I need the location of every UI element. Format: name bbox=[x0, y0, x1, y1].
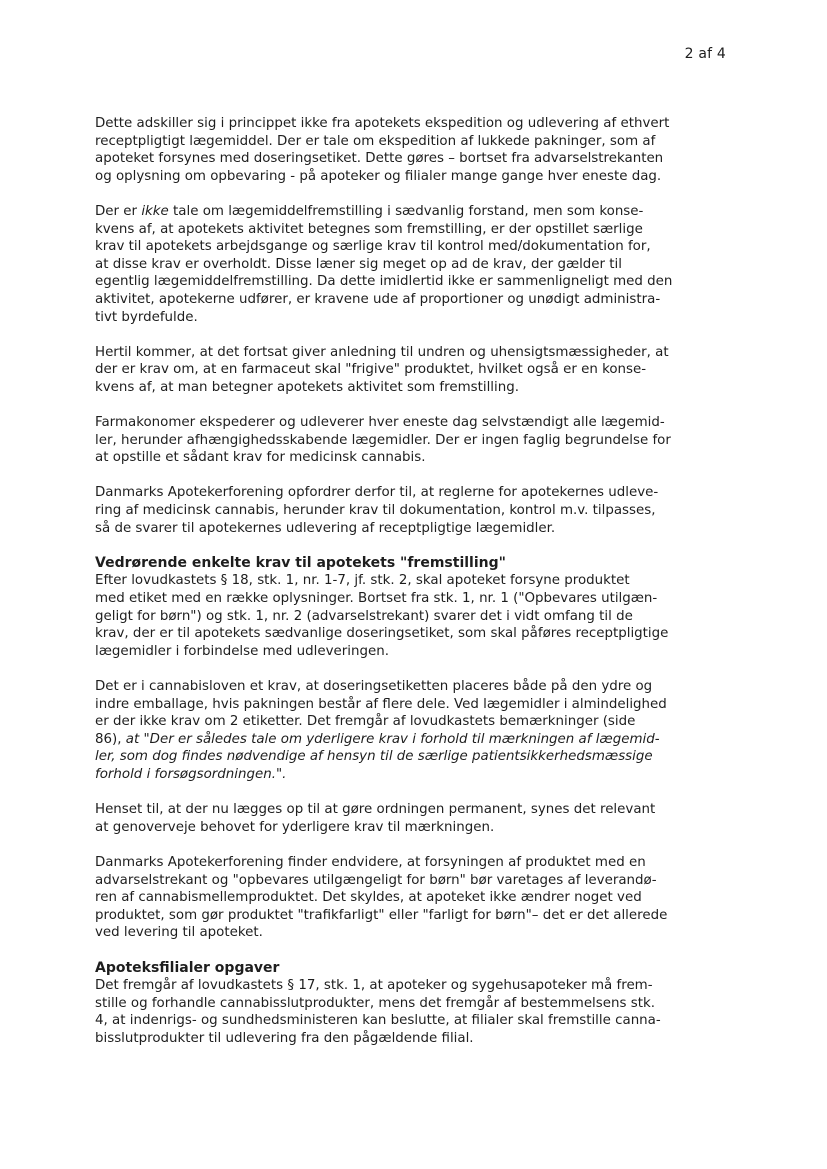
paragraph-9 bbox=[95, 854, 728, 942]
text-line: Det fremgår af lovudkastets § 17, stk. 1, at apoteker og sygehusapoteker må frem- bbox=[95, 978, 653, 994]
text-line: og oplysning om opbevaring - på apoteker og filialer mange gange hver eneste dag. bbox=[95, 168, 662, 184]
section-heading: Apoteksfilialer opgaver bbox=[95, 959, 280, 976]
text-line: advarselstrekant og "opbevares utilgængeligt for børn" bør varetages af leverandø- bbox=[95, 872, 657, 888]
paragraph-6 bbox=[95, 572, 728, 660]
paragraph-2 bbox=[95, 203, 728, 326]
text-line: at opstille et sådant krav for medicinsk cannabis. bbox=[95, 450, 426, 466]
text-line: med etiket med en række oplysninger. Bortset fra stk. 1, nr. 1 ("Opbevares utilgæn- bbox=[95, 591, 658, 607]
text-line: Henset til, at der nu lægges op til at gøre ordningen permanent, synes det relevant bbox=[95, 802, 656, 818]
text-line: Danmarks Apotekerforening finder endvidere, at forsyningen af produktet med en bbox=[95, 854, 646, 870]
text-line bbox=[95, 203, 728, 221]
text-segment: tale om lægemiddelfremstilling i sædvanlig forstand, men som konse- bbox=[168, 203, 644, 219]
text-line: Hertil kommer, at det fortsat giver anledning til undren og uhensigtsmæssigheder, at bbox=[95, 344, 669, 360]
text-line: Farmakonomer ekspederer og udleverer hver eneste dag selvstændigt alle lægemid- bbox=[95, 415, 665, 431]
paragraph-10 bbox=[95, 977, 728, 1047]
text-line: ring af medicinsk cannabis, herunder krav til dokumentation, kontrol m.v. tilpasses, bbox=[95, 503, 656, 519]
text-line: Danmarks Apotekerforening opfordrer derfor til, at reglerne for apotekernes udleve- bbox=[95, 485, 659, 501]
paragraph-5 bbox=[95, 484, 728, 537]
text-line: ren af cannabismellemproduktet. Det skyldes, at apoteket ikke ændrer noget ved bbox=[95, 890, 642, 906]
text-line: så de svarer til apotekernes udlevering af receptpligtige lægemidler. bbox=[95, 520, 556, 536]
text-line: krav, der er til apotekets sædvanlige doseringsetiket, som skal påføres receptpligtige bbox=[95, 626, 669, 642]
text-line: receptpligtigt lægemiddel. Der er tale om ekspedition af lukkede pakninger, som af bbox=[95, 133, 656, 149]
text-line: produktet, som gør produktet "trafikfarligt" eller "farligt for børn"– det er det allerede bbox=[95, 907, 668, 923]
paragraph-1 bbox=[95, 115, 728, 185]
text-line: kvens af, at apotekets aktivitet betegnes som fremstilling, er der opstillet særlige bbox=[95, 221, 643, 237]
quotation: at "Der er således tale om yderligere krav i forhold til mærkningen af lægemid- bbox=[125, 731, 660, 747]
paragraph-3 bbox=[95, 344, 728, 397]
text-line: Det er i cannabisloven et krav, at doseringsetiketten placeres både på den ydre og bbox=[95, 679, 653, 694]
text-line: 4, at indenrigs- og sundhedsministeren kan beslutte, at filialer skal fremstille canna- bbox=[95, 1013, 661, 1029]
section-heading: Vedrørende enkelte krav til apotekets "fremstilling" bbox=[95, 554, 506, 571]
text-line: geligt for børn") og stk. 1, nr. 2 (advarselstrekant) svarer det i vidt omfang til de bbox=[95, 608, 633, 624]
text-line: tivt byrdefulde. bbox=[95, 309, 198, 325]
text-line: at disse krav er overholdt. Disse læner sig meget op ad de krav, der gælder til bbox=[95, 256, 623, 272]
text-line: apoteket forsynes med doseringsetiket. Dette gøres – bortset fra advarselstrekanten bbox=[95, 151, 664, 167]
paragraph-8 bbox=[95, 801, 728, 836]
emphasis: ikke bbox=[141, 203, 169, 219]
text-line: bisslutprodukter til udlevering fra den pågældende filial. bbox=[95, 1030, 474, 1046]
quotation-line: ler, som dog findes nødvendige af hensyn til de særlige patientsikkerhedsmæssige bbox=[95, 749, 653, 765]
text-line: lægemidler i forbindelse med udleveringen. bbox=[95, 643, 389, 659]
text-line bbox=[95, 731, 728, 749]
text-line: Dette adskiller sig i princippet ikke fra apotekets ekspedition og udlevering af ethvert bbox=[95, 116, 670, 131]
text-segment: 86), bbox=[95, 731, 126, 747]
text-line: stille og forhandle cannabisslutprodukter, mens det fremgår af bestemmelsens stk. bbox=[95, 995, 655, 1011]
text-line: kvens af, at man betegner apotekets aktivitet som fremstilling. bbox=[95, 379, 519, 395]
text-line: aktivitet, apotekerne udfører, er kravene ude af proportioner og unødigt administra- bbox=[95, 291, 661, 307]
text-segment: Der er bbox=[95, 203, 142, 219]
text-line: ler, herunder afhængighedsskabende lægemidler. Der er ingen faglig begrundelse for bbox=[95, 432, 671, 448]
text-line: egentlig lægemiddelfremstilling. Da dette imidlertid ikke er sammenligneligt med den bbox=[95, 274, 673, 290]
text-line: Efter lovudkastets § 18, stk. 1, nr. 1-7, jf. stk. 2, skal apoteket forsyne produktet bbox=[95, 573, 630, 589]
paragraph-7 bbox=[95, 678, 728, 784]
page-number: 2 af 4 bbox=[684, 46, 726, 62]
text-line: indre emballage, hvis pakningen består af flere dele. Ved lægemidler i almindelighed bbox=[95, 696, 667, 712]
text-line: ved levering til apoteket. bbox=[95, 925, 263, 941]
text-line: er der ikke krav om 2 etiketter. Det fremgår af lovudkastets bemærkninger (side bbox=[95, 714, 636, 730]
quotation-line: forhold i forsøgsordningen.". bbox=[95, 766, 287, 782]
text-line: der er krav om, at en farmaceut skal "frigive" produktet, hvilket også er en konse- bbox=[95, 362, 647, 378]
text-line: krav til apotekets arbejdsgange og særlige krav til kontrol med/dokumentation for, bbox=[95, 239, 651, 255]
text-line: at genoverveje behovet for yderligere krav til mærkningen. bbox=[95, 819, 495, 835]
document-body bbox=[95, 115, 728, 1065]
paragraph-4 bbox=[95, 414, 728, 467]
